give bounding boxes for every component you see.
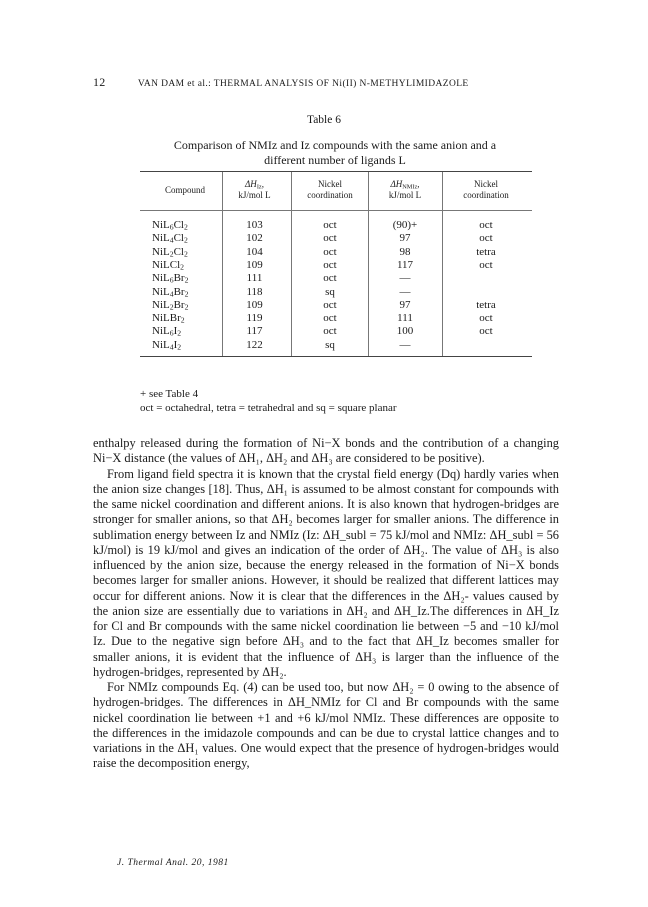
cell-coord-nmiz: tetra (476, 298, 496, 311)
compound-anion-count: 2 (180, 262, 184, 272)
cell-dh-nmiz: — (399, 338, 411, 351)
cell-dh-iz: 109 (246, 258, 263, 271)
header-dh-iz: $\Delta H_{Iz}$, kJ/mol L (222, 179, 287, 201)
cell-dh-nmiz: 97 (399, 298, 411, 311)
header-coordination2: coordination (463, 190, 509, 200)
compound-base: NiL (152, 219, 170, 231)
cell-dh-nmiz: — (399, 285, 411, 298)
caption-line-2: different number of ligands L (264, 153, 406, 167)
cell-compound (152, 272, 222, 285)
compound-base: NiL (152, 312, 170, 325)
header-compound: Compound (164, 185, 205, 195)
compound-base: NiL (152, 325, 170, 338)
compound-anion-count: 2 (177, 328, 182, 338)
table-row (140, 339, 532, 352)
cell-coord-iz: oct (323, 258, 337, 271)
running-header (93, 75, 573, 90)
footnote-see-table: + see Table 4 (140, 388, 199, 400)
header-nickel-coord-iz (295, 179, 365, 201)
table-row (140, 246, 532, 259)
compound-ligand-count: 6 (169, 222, 174, 232)
cell-coord-iz: oct (323, 325, 337, 338)
table-notes (140, 387, 540, 415)
cell-coord-iz: oct (323, 232, 337, 245)
compound-ligand-count: 4 (169, 235, 174, 245)
compound-ligand-count: 4 (169, 289, 174, 299)
header-dh-nmiz-sub: NMIz (402, 183, 418, 191)
header-dh-nmiz-unit: kJ/mol L (388, 190, 422, 200)
header-divider (368, 172, 369, 210)
table-row (140, 312, 532, 325)
cell-compound (152, 339, 222, 352)
cell-dh-iz: 111 (246, 272, 263, 285)
cell-dh-nmiz: 117 (396, 258, 414, 271)
header-nickel2-top: Nickel (474, 179, 498, 189)
cell-coord-nmiz: oct (479, 232, 493, 245)
cell-dh-iz: 104 (246, 245, 263, 258)
compound-anion: I (173, 325, 178, 338)
journal-footer: J. Thermal Anal. 20, 1981 (117, 858, 229, 868)
header-divider (442, 172, 443, 210)
compound-anion: Cl (173, 219, 184, 231)
compound-anion-count: 2 (177, 342, 182, 352)
cell-dh-iz: 119 (246, 312, 263, 325)
cell-compound (152, 299, 222, 312)
cell-dh-nmiz: 97 (399, 232, 411, 245)
table-row (140, 232, 532, 245)
cell-dh-nmiz: (90)+ (392, 219, 418, 231)
table-header (140, 172, 532, 210)
compound-anion: Cl (173, 232, 184, 245)
header-divider (222, 172, 223, 210)
compound-base: NiL (152, 298, 170, 311)
cell-coord-iz: oct (323, 298, 337, 311)
header-dh-iz-unit: kJ/mol L (238, 190, 271, 200)
table-row (140, 325, 532, 338)
compound-base: NiL (152, 245, 170, 258)
cell-coord-iz: sq (325, 285, 335, 298)
compound-anion: Br (173, 298, 185, 311)
compound-ligand-count: 6 (169, 328, 174, 338)
header-nickel-top: Nickel (318, 179, 342, 189)
compound-anion: I (173, 338, 178, 351)
compound-anion-count: 2 (183, 249, 188, 259)
compound-anion-count: 2 (184, 275, 189, 285)
cell-compound (152, 246, 222, 259)
running-title: VAN DAM et al.: THERMAL ANALYSIS OF Ni(II) N-METHYLIMIDAZOLE (137, 79, 469, 89)
compound-ligand-count: 6 (169, 275, 174, 285)
cell-dh-iz: 118 (246, 285, 263, 298)
cell-coord-iz: oct (323, 245, 337, 258)
compound-anion: Br (173, 285, 185, 298)
table-row (140, 259, 532, 272)
table-title: Table 6 (306, 114, 341, 126)
cell-compound (152, 232, 222, 245)
cell-coord-iz: sq (325, 338, 335, 351)
cell-coord-nmiz: oct (479, 219, 493, 231)
compound-anion: Cl (169, 258, 181, 271)
compound-anion-count: 2 (184, 302, 189, 312)
compound-base: NiL (152, 272, 170, 285)
compound-base: NiL (152, 258, 170, 271)
table-caption (140, 138, 530, 168)
cell-dh-iz: 102 (246, 232, 263, 245)
compound-ligand-count: 2 (169, 249, 174, 259)
table-row (140, 219, 532, 232)
cell-dh-iz: 117 (246, 325, 263, 338)
cell-coord-iz: oct (323, 312, 337, 325)
header-dh-nmiz-symbol: ΔH (390, 179, 403, 189)
cell-compound (152, 259, 222, 272)
body-text (93, 436, 559, 772)
cell-coord-nmiz: oct (479, 258, 493, 271)
table-row (140, 299, 532, 312)
caption-line-1: Comparison of NMIz and Iz compounds with the same anion and a (173, 138, 497, 152)
cell-coord-iz: oct (323, 219, 337, 231)
compound-anion-count: 2 (183, 222, 188, 232)
cell-compound (152, 325, 222, 338)
cell-compound (152, 286, 222, 299)
table-row (140, 272, 532, 285)
compound-anion: Cl (173, 245, 184, 258)
compound-ligand-count: 2 (169, 302, 174, 312)
table-bottom-rule (140, 356, 532, 357)
paragraph-2: From ligand field spectra it is known that the crystal field energy (Dq) hardly varies when the anion size changes [18]. Thus, ΔH₁ is assumed to be almost constant for compounds with the same nickel coordination and different anions. It is also known that hydrogen-bridges are stronger for smaller anions, so that ΔH₂ becomes larger for smaller anions. The difference in sublimation energy between Iz and NMIz (Iz: ΔH_subl = 75 kJ/mol and NMIz: ΔH_subl = 56 kJ/mol) is 19 kJ/mol and gives an indication of the order of ΔH₂. The value of ΔH₃ is also influenced by the anion size, because the energy released in the formation of Ni−X bonds becomes larger for smaller anions. However, it should be realized that different lattices may occur for different anions. Now it is clear that the differences in the ΔH₂- values caused by the anion size are essentially due to variations in ΔH₂ and ΔH_Iz.The differences in ΔH_Iz for Cl and Br compounds with the same nickel coordination lie between −5 and −10 kJ/mol Iz. Due to the negative sign before ΔH₃ and to the fact that ΔH_Iz becomes smaller for smaller anions, it is evident that the influence of ΔH₃ is larger than the influence of the hydrogen-bridges, represented by ΔH₂. (93, 466, 559, 679)
paragraph-3: For NMIz compounds Eq. (4) can be used too, but now ΔH₂ = 0 owing to the absence of hydrogen-bridges. The differences in ΔH_NMIz for Cl and Br compounds with the same nickel coordination lie between +1 and +6 kJ/mol NMIz. These differences are opposite to the differences in the imidazole compounds and can be due to crystal lattice changes and to variations in the ΔH₁ values. One would expect that the presence of hydrogen-bridges would raise the decomposition energy, (93, 680, 559, 771)
cell-dh-nmiz: 100 (396, 325, 414, 338)
header-dh-nmiz: $\Delta H_{NMIz}$, kJ/mol L (370, 179, 440, 201)
footnote-abbreviations: oct = octahedral, tetra = tetrahedral and sq = square planar (140, 402, 397, 414)
compound-base: NiL (152, 232, 170, 245)
table-row (140, 286, 532, 299)
cell-dh-nmiz: 98 (399, 245, 411, 258)
cell-dh-nmiz: — (399, 272, 411, 285)
cell-coord-iz: oct (323, 272, 337, 285)
header-dh-iz-sub: Iz (256, 183, 262, 191)
paragraph-1: enthalpy released during the formation of Ni−X bonds and the contribution of a changing Ni−X distance (the values of ΔH₁, ΔH₂ and ΔH₃ are considered to be positive). (93, 436, 559, 466)
cell-compound (152, 312, 222, 325)
compound-anion: Br (169, 312, 181, 325)
header-divider (291, 172, 292, 210)
cell-dh-iz: 103 (246, 219, 263, 231)
cell-coord-nmiz: oct (479, 325, 493, 338)
cell-coord-nmiz: tetra (476, 245, 496, 258)
compound-anion-count: 2 (184, 289, 189, 299)
data-table (140, 171, 532, 357)
page-number: 12 (93, 75, 106, 89)
compound-anion-count: 2 (180, 315, 185, 325)
compound-anion-count: 2 (183, 235, 188, 245)
compound-base: NiL (152, 338, 170, 351)
header-dh-iz-symbol: ΔH (245, 179, 257, 189)
compound-base: NiL (152, 285, 170, 298)
compound-anion: Br (173, 272, 185, 285)
cell-dh-iz: 122 (246, 338, 263, 351)
cell-dh-nmiz: 111 (397, 312, 413, 325)
compound-ligand-count: 4 (169, 342, 174, 352)
cell-compound (152, 219, 222, 232)
cell-dh-iz: 109 (246, 298, 263, 311)
header-coordination: coordination (307, 190, 353, 200)
cell-coord-nmiz: oct (479, 312, 493, 325)
table-body (140, 211, 532, 356)
header-nickel-coord-nmiz (446, 179, 526, 201)
